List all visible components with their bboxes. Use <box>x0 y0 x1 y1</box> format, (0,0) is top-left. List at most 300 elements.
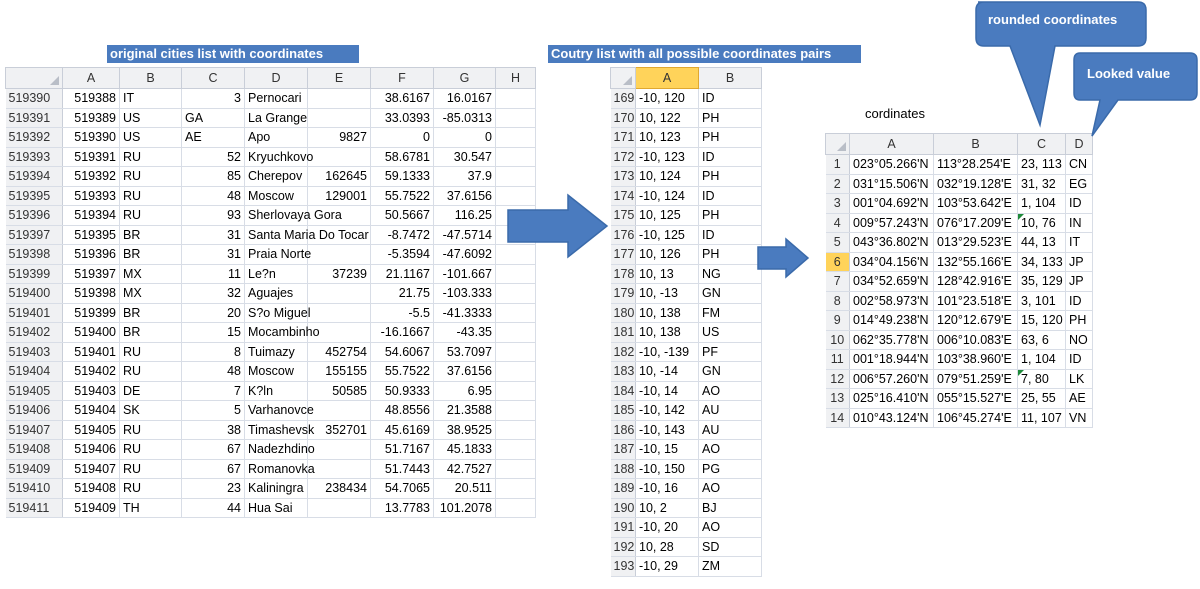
column-header[interactable]: G <box>434 68 496 89</box>
cell-region[interactable]: 23 <box>182 479 245 499</box>
cell-longitude[interactable]: 113°28.254'E <box>934 155 1018 175</box>
cell-longitude[interactable]: 21.3588 <box>434 401 496 421</box>
row-header[interactable]: 519390 <box>6 89 63 109</box>
cell-longitude[interactable]: 006°10.083'E <box>934 330 1018 350</box>
cell-rounded[interactable]: 1, 104 <box>1018 350 1066 370</box>
column-header[interactable]: B <box>699 68 762 89</box>
row-header[interactable]: 519394 <box>6 167 63 187</box>
cell-latitude[interactable]: 50.5667 <box>371 206 434 226</box>
row-header[interactable]: 9 <box>826 311 850 331</box>
cell-coordinate-pair[interactable]: 10, 13 <box>636 264 699 284</box>
cell-city[interactable]: Hua Sai <box>245 498 308 518</box>
column-header[interactable]: C <box>182 68 245 89</box>
cell-country-code[interactable]: ID <box>699 186 762 206</box>
cell-empty[interactable] <box>496 440 536 460</box>
column-header[interactable]: D <box>245 68 308 89</box>
cell-looked-value[interactable]: CN <box>1066 155 1093 175</box>
cell-country[interactable]: TH <box>120 498 182 518</box>
row-header[interactable]: 185 <box>611 401 636 421</box>
cell-rounded[interactable]: 35, 129 <box>1018 272 1066 292</box>
cell-region[interactable]: 7 <box>182 381 245 401</box>
cell-city[interactable]: S?o Miguel <box>245 303 308 323</box>
cell-country-code[interactable]: AU <box>699 401 762 421</box>
cell-region[interactable]: 3 <box>182 89 245 109</box>
row-header[interactable]: 519397 <box>6 225 63 245</box>
cell-latitude[interactable]: 0 <box>371 128 434 148</box>
cell-longitude[interactable]: 076°17.209'E <box>934 213 1018 233</box>
column-header[interactable]: B <box>934 134 1018 155</box>
sheet3-grid[interactable] <box>825 133 1093 428</box>
cell-coordinate-pair[interactable]: -10, 124 <box>636 186 699 206</box>
cell-region[interactable]: 38 <box>182 420 245 440</box>
cell-looked-value[interactable]: AE <box>1066 389 1093 409</box>
cell-id[interactable]: 519397 <box>63 264 120 284</box>
row-header[interactable]: 3 <box>826 194 850 214</box>
cell-region[interactable]: 67 <box>182 459 245 479</box>
row-header[interactable]: 189 <box>611 479 636 499</box>
cell-empty[interactable] <box>496 459 536 479</box>
cell-longitude[interactable]: 37.9 <box>434 167 496 187</box>
row-header[interactable]: 2 <box>826 174 850 194</box>
cell-region[interactable]: 48 <box>182 186 245 206</box>
cell-empty[interactable] <box>496 401 536 421</box>
cell-country-code[interactable]: US <box>699 323 762 343</box>
cell-postal[interactable] <box>308 89 371 109</box>
cell-country-code[interactable]: PH <box>699 108 762 128</box>
cell-id[interactable]: 519398 <box>63 284 120 304</box>
column-header[interactable]: D <box>1066 134 1093 155</box>
cell-latitude[interactable]: 54.6067 <box>371 342 434 362</box>
cell-rounded[interactable]: 1, 104 <box>1018 194 1066 214</box>
row-header[interactable]: 187 <box>611 440 636 460</box>
row-header[interactable]: 519395 <box>6 186 63 206</box>
row-header[interactable]: 170 <box>611 108 636 128</box>
cell-longitude[interactable]: -85.0313 <box>434 108 496 128</box>
cell-empty[interactable] <box>496 479 536 499</box>
row-header[interactable]: 10 <box>826 330 850 350</box>
cell-latitude[interactable]: 006°57.260'N <box>850 369 934 389</box>
cell-looked-value[interactable]: EG <box>1066 174 1093 194</box>
row-header[interactable]: 191 <box>611 518 636 538</box>
row-header[interactable]: 182 <box>611 342 636 362</box>
cell-latitude[interactable]: -16.1667 <box>371 323 434 343</box>
cell-longitude[interactable]: -103.333 <box>434 284 496 304</box>
cell-coordinate-pair[interactable]: 10, 2 <box>636 498 699 518</box>
cell-coordinate-pair[interactable]: -10, 120 <box>636 89 699 109</box>
row-header-selected[interactable]: 6 <box>826 252 850 272</box>
cell-id[interactable]: 519406 <box>63 440 120 460</box>
cell-country-code[interactable]: NG <box>699 264 762 284</box>
cell-country[interactable]: US <box>120 128 182 148</box>
cell-id[interactable]: 519402 <box>63 362 120 382</box>
cell-coordinate-pair[interactable]: -10, 150 <box>636 459 699 479</box>
cell-latitude[interactable]: 034°04.156'N <box>850 252 934 272</box>
row-header[interactable]: 176 <box>611 225 636 245</box>
cell-empty[interactable] <box>496 498 536 518</box>
row-header[interactable]: 519406 <box>6 401 63 421</box>
cell-country[interactable]: RU <box>120 342 182 362</box>
row-header[interactable]: 519398 <box>6 245 63 265</box>
cell-longitude[interactable]: 45.1833 <box>434 440 496 460</box>
cell-longitude[interactable]: 42.7527 <box>434 459 496 479</box>
cell-country-code[interactable]: AO <box>699 479 762 499</box>
cell-latitude[interactable]: 33.0393 <box>371 108 434 128</box>
row-header[interactable]: 519405 <box>6 381 63 401</box>
cell-empty[interactable] <box>496 420 536 440</box>
cell-rounded[interactable]: 34, 133 <box>1018 252 1066 272</box>
row-header[interactable]: 1 <box>826 155 850 175</box>
cell-region[interactable]: 93 <box>182 206 245 226</box>
cell-region[interactable]: 31 <box>182 245 245 265</box>
cell-postal[interactable]: 155155 <box>308 362 371 382</box>
cell-coordinate-pair[interactable]: 10, 125 <box>636 206 699 226</box>
row-header[interactable]: 179 <box>611 284 636 304</box>
cell-latitude[interactable]: 51.7443 <box>371 459 434 479</box>
cell-city[interactable]: Le?n <box>245 264 308 284</box>
cell-latitude[interactable]: 043°36.802'N <box>850 233 934 253</box>
cell-country-code[interactable]: ID <box>699 225 762 245</box>
cell-country[interactable]: BR <box>120 303 182 323</box>
cell-coordinate-pair[interactable]: -10, 142 <box>636 401 699 421</box>
cell-longitude[interactable]: 055°15.527'E <box>934 389 1018 409</box>
cell-city[interactable]: Moscow <box>245 362 308 382</box>
select-all-corner-icon[interactable] <box>826 134 850 155</box>
cell-region[interactable]: 8 <box>182 342 245 362</box>
cell-looked-value[interactable]: LK <box>1066 369 1093 389</box>
cell-region[interactable]: 11 <box>182 264 245 284</box>
row-header[interactable]: 519396 <box>6 206 63 226</box>
cell-latitude[interactable]: 010°43.124'N <box>850 408 934 428</box>
cell-postal[interactable]: 162645 <box>308 167 371 187</box>
cell-country-code[interactable]: ZM <box>699 557 762 577</box>
cell-city[interactable]: Varhanovce <box>245 401 308 421</box>
cell-coordinate-pair[interactable]: -10, 15 <box>636 440 699 460</box>
column-header[interactable]: H <box>496 68 536 89</box>
cell-country[interactable]: RU <box>120 420 182 440</box>
row-header[interactable]: 183 <box>611 362 636 382</box>
cell-country[interactable]: BR <box>120 225 182 245</box>
column-header[interactable]: A <box>63 68 120 89</box>
cell-rounded[interactable]: 44, 13 <box>1018 233 1066 253</box>
cell-postal[interactable]: 352701 <box>308 420 371 440</box>
cell-empty[interactable] <box>496 108 536 128</box>
cell-city[interactable]: Kryuchkovo <box>245 147 308 167</box>
cell-coordinate-pair[interactable]: 10, 126 <box>636 245 699 265</box>
cell-longitude[interactable]: 128°42.916'E <box>934 272 1018 292</box>
cell-longitude[interactable]: 120°12.679'E <box>934 311 1018 331</box>
cell-coordinate-pair[interactable]: 10, 124 <box>636 167 699 187</box>
row-header[interactable]: 519399 <box>6 264 63 284</box>
cell-postal[interactable] <box>308 440 371 460</box>
cell-latitude[interactable]: 031°15.506'N <box>850 174 934 194</box>
cell-id[interactable]: 519409 <box>63 498 120 518</box>
cell-longitude[interactable]: 0 <box>434 128 496 148</box>
cell-country[interactable]: MX <box>120 264 182 284</box>
cell-postal[interactable] <box>308 108 371 128</box>
row-header[interactable]: 12 <box>826 369 850 389</box>
row-header[interactable]: 172 <box>611 147 636 167</box>
cell-longitude[interactable]: 20.511 <box>434 479 496 499</box>
cell-country-code[interactable]: PF <box>699 342 762 362</box>
cell-id[interactable]: 519392 <box>63 167 120 187</box>
row-header[interactable]: 519408 <box>6 440 63 460</box>
cell-postal[interactable]: 37239 <box>308 264 371 284</box>
cell-coordinate-pair[interactable]: 10, 123 <box>636 128 699 148</box>
cell-id[interactable]: 519394 <box>63 206 120 226</box>
cell-looked-value[interactable]: IN <box>1066 213 1093 233</box>
cell-longitude[interactable]: 032°19.128'E <box>934 174 1018 194</box>
cell-id[interactable]: 519404 <box>63 401 120 421</box>
cell-latitude[interactable]: -5.5 <box>371 303 434 323</box>
cell-looked-value[interactable]: IT <box>1066 233 1093 253</box>
cell-empty[interactable] <box>496 381 536 401</box>
cell-region[interactable]: 32 <box>182 284 245 304</box>
cell-country-code[interactable]: AO <box>699 381 762 401</box>
row-header[interactable]: 519393 <box>6 147 63 167</box>
cell-looked-value[interactable]: ID <box>1066 350 1093 370</box>
cell-latitude[interactable]: 023°05.266'N <box>850 155 934 175</box>
cell-longitude[interactable]: 37.6156 <box>434 186 496 206</box>
cell-longitude[interactable]: 38.9525 <box>434 420 496 440</box>
cell-country[interactable]: IT <box>120 89 182 109</box>
cell-longitude[interactable]: 37.6156 <box>434 362 496 382</box>
row-header[interactable]: 4 <box>826 213 850 233</box>
cell-country[interactable]: RU <box>120 167 182 187</box>
column-header[interactable]: E <box>308 68 371 89</box>
cell-latitude[interactable]: 009°57.243'N <box>850 213 934 233</box>
cell-rounded-with-comment-marker[interactable]: 10, 76 <box>1018 213 1066 233</box>
cell-latitude[interactable]: 025°16.410'N <box>850 389 934 409</box>
cell-postal[interactable] <box>308 401 371 421</box>
cell-city[interactable]: Timashevsk <box>245 420 308 440</box>
row-header[interactable]: 177 <box>611 245 636 265</box>
cell-postal[interactable] <box>308 303 371 323</box>
cell-city[interactable]: Cherepov <box>245 167 308 187</box>
cell-postal[interactable] <box>308 459 371 479</box>
cell-coordinate-pair[interactable]: -10, 29 <box>636 557 699 577</box>
sheet2-grid[interactable] <box>610 67 762 577</box>
cell-latitude[interactable]: 59.1333 <box>371 167 434 187</box>
cell-latitude[interactable]: 50.9333 <box>371 381 434 401</box>
cell-looked-value[interactable]: JP <box>1066 252 1093 272</box>
cell-coordinate-pair[interactable]: 10, -13 <box>636 284 699 304</box>
cell-rounded[interactable]: 23, 113 <box>1018 155 1066 175</box>
row-header[interactable]: 519392 <box>6 128 63 148</box>
cell-empty[interactable] <box>496 323 536 343</box>
row-header[interactable]: 519403 <box>6 342 63 362</box>
cell-postal[interactable] <box>308 498 371 518</box>
cell-city[interactable]: Nadezhdino <box>245 440 308 460</box>
cell-country-code[interactable]: PH <box>699 206 762 226</box>
cell-city[interactable]: Praia Norte <box>245 245 308 265</box>
cell-looked-value[interactable]: NO <box>1066 330 1093 350</box>
row-header[interactable]: 8 <box>826 291 850 311</box>
row-header[interactable]: 519401 <box>6 303 63 323</box>
cell-id[interactable]: 519396 <box>63 245 120 265</box>
cell-country[interactable]: RU <box>120 362 182 382</box>
cell-city[interactable]: Sherlovaya Gora <box>245 206 308 226</box>
cell-longitude[interactable]: 013°29.523'E <box>934 233 1018 253</box>
cell-latitude[interactable]: 13.7783 <box>371 498 434 518</box>
cell-country-code[interactable]: AO <box>699 440 762 460</box>
select-all-corner-icon[interactable] <box>6 68 63 89</box>
cell-country[interactable]: RU <box>120 459 182 479</box>
cell-city[interactable]: La Grange <box>245 108 308 128</box>
cell-looked-value[interactable]: VN <box>1066 408 1093 428</box>
row-header[interactable]: 519404 <box>6 362 63 382</box>
cell-latitude[interactable]: 014°49.238'N <box>850 311 934 331</box>
cell-latitude[interactable]: 55.7522 <box>371 362 434 382</box>
cell-latitude[interactable]: 034°52.659'N <box>850 272 934 292</box>
row-header[interactable]: 519411 <box>6 498 63 518</box>
cell-longitude[interactable]: 116.25 <box>434 206 496 226</box>
cell-postal[interactable] <box>308 147 371 167</box>
cell-country[interactable]: DE <box>120 381 182 401</box>
cell-latitude[interactable]: 002°58.973'N <box>850 291 934 311</box>
cell-country[interactable]: RU <box>120 147 182 167</box>
cell-country[interactable]: US <box>120 108 182 128</box>
cell-city[interactable]: Romanovka <box>245 459 308 479</box>
column-header-selected[interactable]: A <box>636 68 699 89</box>
cell-longitude[interactable]: -43.35 <box>434 323 496 343</box>
cell-latitude[interactable]: 54.7065 <box>371 479 434 499</box>
cell-latitude[interactable]: 001°18.944'N <box>850 350 934 370</box>
cell-longitude[interactable]: 30.547 <box>434 147 496 167</box>
cell-latitude[interactable]: 001°04.692'N <box>850 194 934 214</box>
cell-postal[interactable]: 50585 <box>308 381 371 401</box>
cell-empty[interactable] <box>496 342 536 362</box>
cell-country[interactable]: BR <box>120 245 182 265</box>
cell-city[interactable]: K?ln <box>245 381 308 401</box>
cell-country[interactable]: SK <box>120 401 182 421</box>
cell-rounded-with-comment-marker[interactable]: 7, 80 <box>1018 369 1066 389</box>
row-header[interactable]: 186 <box>611 420 636 440</box>
row-header[interactable]: 178 <box>611 264 636 284</box>
cell-region[interactable]: 15 <box>182 323 245 343</box>
cell-postal[interactable] <box>308 284 371 304</box>
cell-region[interactable]: 5 <box>182 401 245 421</box>
cell-city[interactable]: Kaliningra <box>245 479 308 499</box>
row-header[interactable]: 14 <box>826 408 850 428</box>
row-header[interactable]: 169 <box>611 89 636 109</box>
cell-longitude[interactable]: 079°51.259'E <box>934 369 1018 389</box>
cell-empty[interactable] <box>496 147 536 167</box>
cell-country-code[interactable]: GN <box>699 284 762 304</box>
cell-coordinate-pair[interactable]: 10, 138 <box>636 323 699 343</box>
cell-empty[interactable] <box>496 167 536 187</box>
cell-country-code[interactable]: FM <box>699 303 762 323</box>
cell-city[interactable]: Aguajes <box>245 284 308 304</box>
cell-empty[interactable] <box>496 128 536 148</box>
column-header[interactable]: C <box>1018 134 1066 155</box>
select-all-corner-icon[interactable] <box>611 68 636 89</box>
cell-id[interactable]: 519393 <box>63 186 120 206</box>
cell-longitude[interactable]: -47.6092 <box>434 245 496 265</box>
sheet1-grid[interactable] <box>5 67 536 518</box>
cell-city[interactable]: Pernocari <box>245 89 308 109</box>
cell-id[interactable]: 519390 <box>63 128 120 148</box>
cell-coordinate-pair[interactable]: 10, 28 <box>636 537 699 557</box>
cell-country[interactable]: RU <box>120 440 182 460</box>
cell-region[interactable]: 48 <box>182 362 245 382</box>
cell-country-code[interactable]: AU <box>699 420 762 440</box>
cell-country-code[interactable]: GN <box>699 362 762 382</box>
column-header[interactable]: B <box>120 68 182 89</box>
cell-empty[interactable] <box>496 362 536 382</box>
cell-empty[interactable] <box>496 284 536 304</box>
cell-id[interactable]: 519401 <box>63 342 120 362</box>
cell-longitude[interactable]: 132°55.166'E <box>934 252 1018 272</box>
row-header[interactable]: 184 <box>611 381 636 401</box>
cell-longitude[interactable]: 16.0167 <box>434 89 496 109</box>
cell-longitude[interactable]: 103°53.642'E <box>934 194 1018 214</box>
row-header[interactable]: 519391 <box>6 108 63 128</box>
row-header[interactable]: 519402 <box>6 323 63 343</box>
cell-rounded[interactable]: 3, 101 <box>1018 291 1066 311</box>
cell-country-code[interactable]: AO <box>699 518 762 538</box>
cell-postal[interactable]: 129001 <box>308 186 371 206</box>
cell-postal[interactable]: 9827 <box>308 128 371 148</box>
cell-latitude[interactable]: -8.7472 <box>371 225 434 245</box>
cell-country-code[interactable]: PG <box>699 459 762 479</box>
cell-rounded[interactable]: 11, 107 <box>1018 408 1066 428</box>
row-header[interactable]: 174 <box>611 186 636 206</box>
cell-coordinate-pair[interactable]: -10, 16 <box>636 479 699 499</box>
cell-id[interactable]: 519403 <box>63 381 120 401</box>
cell-id[interactable]: 519399 <box>63 303 120 323</box>
cell-coordinate-pair[interactable]: -10, 123 <box>636 147 699 167</box>
cell-country-code[interactable]: ID <box>699 89 762 109</box>
cell-region[interactable]: GA <box>182 108 245 128</box>
cell-country[interactable]: RU <box>120 479 182 499</box>
cell-coordinate-pair[interactable]: -10, 20 <box>636 518 699 538</box>
row-header[interactable]: 190 <box>611 498 636 518</box>
cell-city[interactable]: Tuimazy <box>245 342 308 362</box>
row-header[interactable]: 519410 <box>6 479 63 499</box>
cell-latitude[interactable]: 48.8556 <box>371 401 434 421</box>
cell-empty[interactable] <box>496 303 536 323</box>
row-header[interactable]: 11 <box>826 350 850 370</box>
cell-country-code[interactable]: BJ <box>699 498 762 518</box>
cell-coordinate-pair[interactable]: 10, -14 <box>636 362 699 382</box>
row-header[interactable]: 519400 <box>6 284 63 304</box>
row-header[interactable]: 188 <box>611 459 636 479</box>
row-header[interactable]: 192 <box>611 537 636 557</box>
cell-looked-value[interactable]: JP <box>1066 272 1093 292</box>
cell-country-code[interactable]: ID <box>699 147 762 167</box>
cell-city[interactable]: Santa Maria Do Tocar <box>245 225 308 245</box>
cell-coordinate-pair[interactable]: -10, 125 <box>636 225 699 245</box>
cell-latitude[interactable]: 55.7522 <box>371 186 434 206</box>
cell-latitude[interactable]: 51.7167 <box>371 440 434 460</box>
column-header[interactable]: A <box>850 134 934 155</box>
cell-latitude[interactable]: 062°35.778'N <box>850 330 934 350</box>
cell-country[interactable]: RU <box>120 206 182 226</box>
cell-city[interactable]: Apo <box>245 128 308 148</box>
cell-looked-value[interactable]: PH <box>1066 311 1093 331</box>
cell-longitude[interactable]: 106°45.274'E <box>934 408 1018 428</box>
cell-id[interactable]: 519391 <box>63 147 120 167</box>
cell-coordinate-pair[interactable]: -10, -139 <box>636 342 699 362</box>
cell-coordinate-pair[interactable]: 10, 122 <box>636 108 699 128</box>
cell-rounded[interactable]: 25, 55 <box>1018 389 1066 409</box>
cell-country-code[interactable]: PH <box>699 128 762 148</box>
cell-latitude[interactable]: 21.75 <box>371 284 434 304</box>
cell-longitude[interactable]: 101.2078 <box>434 498 496 518</box>
cell-longitude[interactable]: -41.3333 <box>434 303 496 323</box>
cell-latitude[interactable]: 45.6169 <box>371 420 434 440</box>
cell-postal[interactable]: 238434 <box>308 479 371 499</box>
